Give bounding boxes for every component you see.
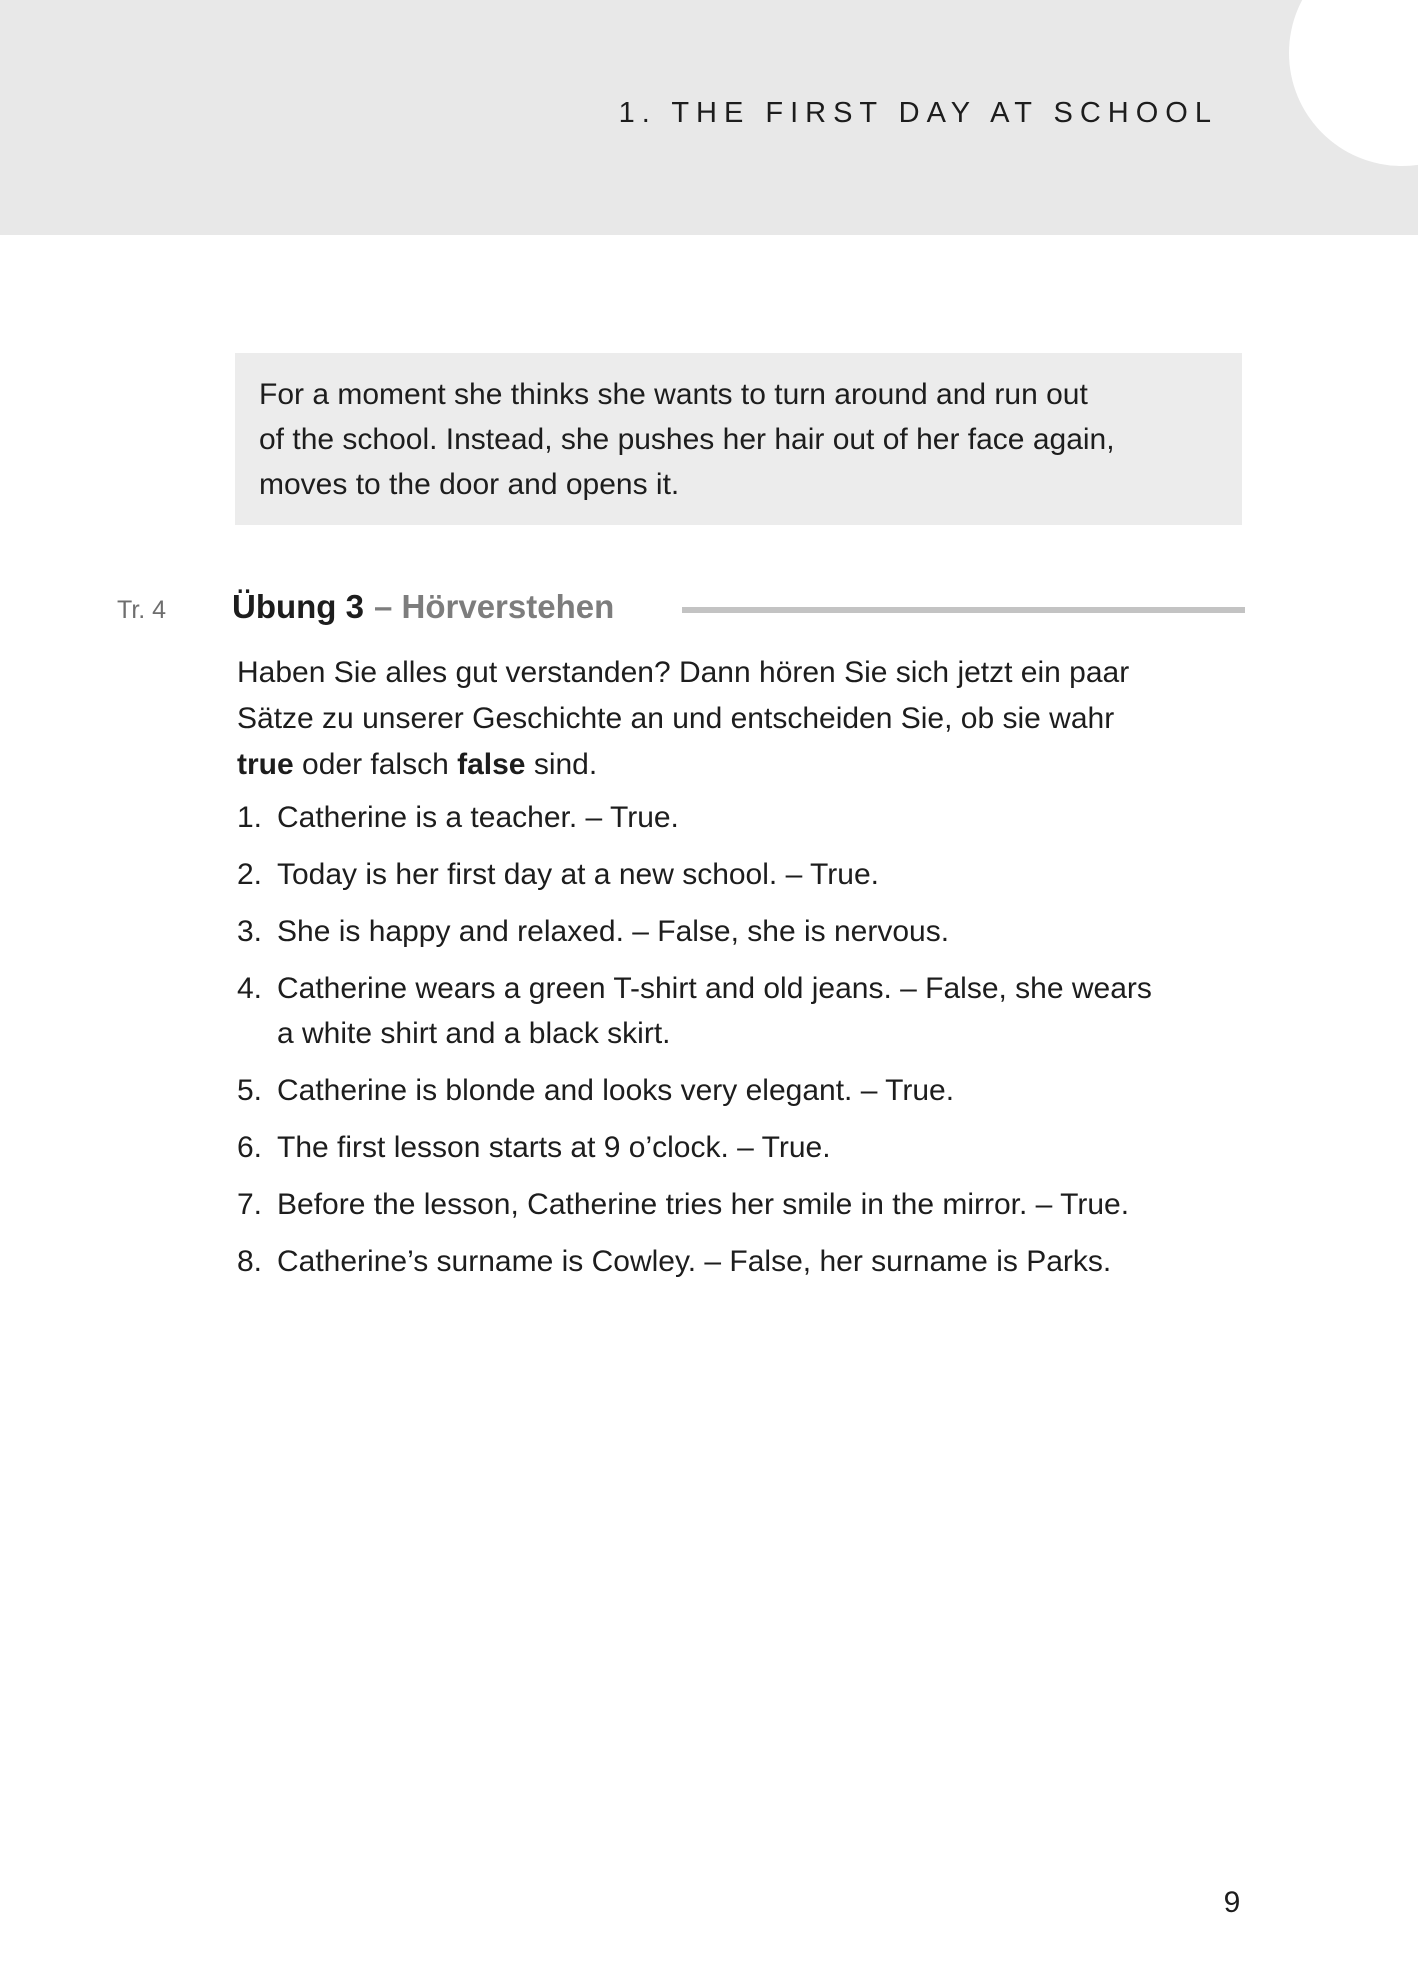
statement-list — [237, 795, 1249, 1296]
item-number: 6. — [237, 1131, 263, 1164]
item-number: 1. — [237, 801, 263, 834]
item-text-line: Catherine is blonde and looks very elegant. – True. — [277, 1074, 955, 1107]
item-number: 7. — [237, 1188, 263, 1221]
page-number: 9 — [1223, 1886, 1241, 1919]
item-number: 8. — [237, 1245, 263, 1278]
item-text-line: Catherine’s surname is Cowley. – False, her surname is Parks. — [277, 1245, 1112, 1278]
item-text — [277, 909, 1249, 954]
list-item — [237, 909, 1249, 954]
heading-rule — [682, 607, 1245, 613]
list-item — [237, 1068, 1249, 1113]
item-text — [277, 1068, 1249, 1113]
exercise-subtitle: – Hörverstehen — [373, 588, 615, 625]
list-item — [237, 1125, 1249, 1170]
exercise-title: Übung 3 — [232, 588, 364, 625]
item-number: 5. — [237, 1074, 263, 1107]
excerpt-line: of the school. Instead, she pushes her hair out of her face again, — [259, 423, 1115, 456]
item-text-line: The first lesson starts at 9 o’clock. – True. — [277, 1131, 831, 1164]
item-text — [277, 852, 1249, 897]
instruction-line: Sätze zu unserer Geschichte an und entscheiden Sie, ob sie wahr — [237, 702, 1115, 735]
exercise-heading — [232, 588, 614, 626]
item-text-line: a white shirt and a black skirt. — [277, 1017, 671, 1050]
item-text-line: Catherine is a teacher. – True. — [277, 801, 679, 834]
list-item — [237, 1239, 1249, 1284]
corner-circle-decoration — [1289, 0, 1418, 166]
item-text — [277, 966, 1249, 1056]
list-item — [237, 1182, 1249, 1227]
instruction-line: Haben Sie alles gut verstanden? Dann hören Sie sich jetzt ein paar — [237, 656, 1130, 689]
item-text — [277, 1182, 1249, 1227]
chapter-header — [0, 0, 1418, 235]
item-number: 2. — [237, 858, 263, 891]
exercise-instructions — [237, 650, 1247, 788]
instruction-line: true oder falsch false sind. — [237, 748, 598, 781]
story-excerpt-box — [235, 353, 1242, 525]
excerpt-line: moves to the door and opens it. — [259, 468, 680, 501]
item-text — [277, 795, 1249, 840]
excerpt-line: For a moment she thinks she wants to turn around and run out — [259, 378, 1088, 411]
list-item — [237, 795, 1249, 840]
item-text-line: Today is her first day at a new school. – True. — [277, 858, 879, 891]
chapter-title: 1. THE FIRST DAY AT SCHOOL — [618, 97, 1218, 129]
item-text — [277, 1125, 1249, 1170]
item-text-line: She is happy and relaxed. – False, she is nervous. — [277, 915, 950, 948]
item-text — [277, 1239, 1249, 1284]
audio-track-label: Tr. 4 — [117, 596, 167, 624]
list-item — [237, 852, 1249, 897]
item-number: 4. — [237, 972, 263, 1005]
item-number: 3. — [237, 915, 263, 948]
list-item — [237, 966, 1249, 1056]
item-text-line: Catherine wears a green T-shirt and old jeans. – False, she wears — [277, 972, 1152, 1005]
item-text-line: Before the lesson, Catherine tries her smile in the mirror. – True. — [277, 1188, 1130, 1221]
